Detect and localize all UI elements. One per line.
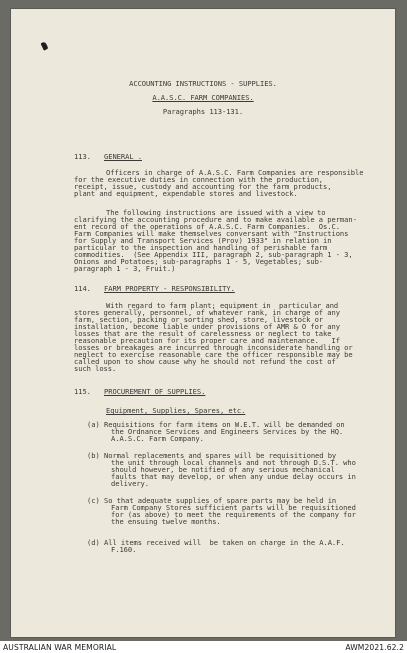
text-line: Farm Company Stores sufficient parts will be requisitioned — [111, 503, 356, 512]
punch-hole — [41, 41, 49, 50]
archive-source: AUSTRALIAN WAR MEMORIAL — [3, 643, 117, 652]
document-title: ACCOUNTING INSTRUCTIONS - SUPPLIES. — [129, 79, 277, 88]
text-line: A.A.S.C. Farm Company. — [111, 434, 204, 443]
document-subtitle: A.A.S.C. FARM COMPANIES. — [152, 93, 254, 102]
text-line: paragraph 1 - 3, Fruit.) — [74, 264, 176, 273]
text-line: such loss. — [74, 364, 117, 373]
section-115-heading: PROCUREMENT OF SUPPLIES. — [104, 387, 206, 396]
text-line: commodities. (See Appendix III, paragraph 2, sub-paragraph 1 - 3, — [74, 250, 353, 259]
document-page — [11, 9, 395, 637]
text-line: particular to the inspection and handling of perishable farm — [74, 243, 328, 252]
text-line: plant and equipment, expendable stores and livestock. — [74, 189, 298, 198]
text-line: faults that may develop, or when any undue delay occurs in — [111, 472, 356, 481]
text-line: installation, become liable under provisions of AMR & O for any — [74, 322, 340, 331]
text-line: for the executive duties in connection with the production, — [74, 175, 324, 184]
text-line: farm, section, packing or sorting shed, store, livestock or — [74, 315, 324, 324]
text-line: for (as above) to meet the requirements of the company for — [111, 510, 356, 519]
text-line: neglect to exercise reasonable care the officer responsible may be — [74, 350, 353, 359]
text-line: ent record of the operations of A.A.S.C. Farm Companies. Os.C. — [74, 222, 340, 231]
text-line: Onions and Potatoes; sub-paragraphs 1 - 5, Vegetables; sub- — [74, 257, 324, 266]
item-label: (c) — [87, 496, 100, 505]
section-115-subheading: Equipment, Supplies, Spares, etc. — [106, 406, 246, 415]
text-line: F.160. — [111, 545, 137, 554]
item-label: (b) — [87, 451, 100, 460]
item-label: (a) — [87, 420, 100, 429]
item-label: (d) — [87, 538, 100, 547]
text-line: Farm Companies will make themselves conversant with "Instructions — [74, 229, 349, 238]
text-line: losses or breakages are incurred through inconsiderate handling or — [74, 343, 353, 352]
text-line: for Supply and Transport Services (Prov) 1933" in relation in — [74, 236, 332, 245]
paragraphs-reference: Paragraphs 113-131. — [162, 107, 244, 116]
text-line: should however, be notified of any serious mechanical — [111, 465, 335, 474]
text-line: the unit through local channels and not through D.S.T. who — [111, 458, 356, 467]
text-line: Normal replacements and spares will be requisitioned by — [104, 451, 337, 460]
section-114-number: 114. — [74, 284, 91, 293]
section-113-heading: GENERAL . — [104, 152, 142, 161]
text-line: stores generally, personnel, of whatever rank, in charge of any — [74, 308, 340, 317]
text-line: So that adequate supplies of spare parts may be held in — [104, 496, 337, 505]
text-line: All items received will be taken on charge in the A.A.F. — [104, 538, 345, 547]
text-line: losses that are the result of carelessness or neglect to take — [74, 329, 332, 338]
text-line: delivery. — [111, 479, 149, 488]
text-line: Officers in charge of A.A.S.C. Farm Companies are responsible — [106, 168, 364, 177]
accession-number: AWM2021.62.2 — [345, 643, 404, 652]
text-line: called upon to show cause why he should not refund the cost of — [74, 357, 336, 366]
archive-footer — [0, 641, 407, 653]
text-line: Requisitions for farm items on W.E.T. will be demanded on — [104, 420, 345, 429]
text-line: clarifying the accounting procedure and to make available a perman- — [74, 215, 357, 224]
text-line: The following instructions are issued with a view to — [106, 208, 326, 217]
text-line: reasonable precaution for its proper care and maintenance. If — [74, 336, 340, 345]
text-line: the ensuing twelve months. — [111, 517, 221, 526]
section-113-number: 113. — [74, 152, 91, 161]
text-line: With regard to farm plant; equipment in particular and — [106, 301, 339, 310]
section-115-number: 115. — [74, 387, 91, 396]
text-line: the Ordnance Services and Engineers Services by the HQ. — [111, 427, 344, 436]
section-114-heading: FARM PROPERTY - RESPONSIBILITY. — [104, 284, 235, 293]
text-line: receipt, issue, custody and accounting for the farm products, — [74, 182, 332, 191]
